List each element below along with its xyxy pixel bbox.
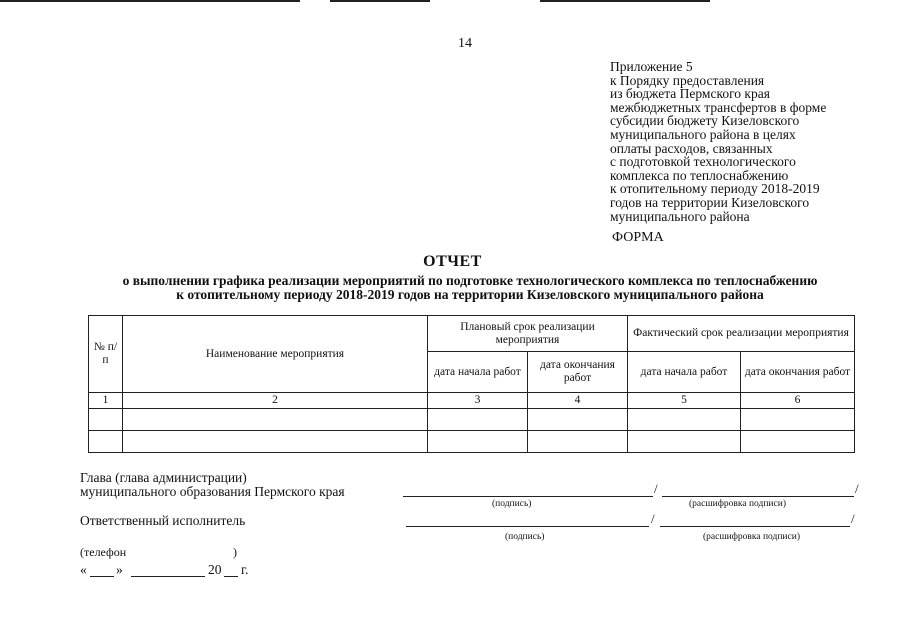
executor-label: Ответственный исполнитель: [80, 513, 246, 528]
subtitle-line-2: к отопительному периоду 2018-2019 годов на территории Кизеловского муниципального района: [176, 287, 764, 302]
empty-cell: [628, 431, 741, 453]
head-signature-line: [403, 496, 653, 497]
header-event-name: Наименование мероприятия: [123, 316, 428, 393]
table-row: [89, 431, 855, 453]
date-close-quote: »: [116, 562, 123, 577]
annex-line: к отопительному периоду 2018-2019: [610, 181, 820, 197]
top-border-line-right: [540, 0, 710, 2]
column-number: 2: [123, 393, 428, 409]
annex-line: к Порядку предоставления: [610, 72, 765, 88]
executor-signature-caption: (подпись): [505, 532, 545, 542]
head-signature-caption: (подпись): [492, 499, 532, 509]
column-number-row: [89, 393, 855, 409]
column-number: 3: [428, 393, 528, 409]
annex-line: из бюджета Пермского края: [610, 86, 770, 102]
page-number: 14: [458, 36, 472, 51]
head-title-line-2: муниципального образования Пермского края: [80, 484, 345, 499]
empty-cell: [741, 409, 855, 431]
column-number: 4: [528, 393, 628, 409]
annex-line: Приложение 5: [610, 59, 693, 74]
empty-cell: [528, 409, 628, 431]
header-plan-end: дата окончания работ: [528, 352, 628, 393]
form-label: ФОРМА: [612, 230, 664, 245]
executor-decoding-caption: (расшифровка подписи): [703, 532, 800, 542]
header-fact-start: дата начала работ: [628, 352, 741, 393]
header-number: № п/п: [89, 316, 123, 393]
annex-line: с подготовкой технологического: [610, 154, 796, 170]
top-border-line-middle: [330, 0, 430, 2]
header-planned-period: Плановый срок реализации мероприятия: [428, 316, 628, 352]
column-number: 6: [741, 393, 855, 409]
column-number: 1: [89, 393, 123, 409]
head-title-line-1: Глава (глава администрации): [80, 470, 247, 485]
empty-cell: [428, 431, 528, 453]
date-year-prefix: 20: [208, 562, 222, 577]
empty-cell: [628, 409, 741, 431]
column-number: 5: [628, 393, 741, 409]
annex-line: муниципального района в целях: [610, 126, 796, 142]
annex-line: муниципального района: [610, 208, 750, 224]
table-row: [89, 409, 855, 431]
phone-label: (телефон: [80, 545, 127, 559]
empty-cell: [123, 431, 428, 453]
header-fact-end: дата окончания работ: [741, 352, 855, 393]
date-day-line: [90, 576, 114, 577]
executor-slash-2: /: [851, 511, 855, 526]
date-suffix: г.: [241, 562, 249, 577]
executor-signature-line: [406, 526, 649, 527]
date-year-line: [224, 576, 238, 577]
annex-line: комплекса по теплоснабжению: [610, 167, 789, 183]
phone-close-paren: ): [233, 545, 237, 559]
report-subtitle: [60, 274, 880, 302]
empty-cell: [528, 431, 628, 453]
head-decoding-caption: (расшифровка подписи): [689, 499, 786, 509]
annex-line: оплаты расходов, связанных: [610, 140, 773, 156]
head-slash-2: /: [855, 481, 859, 496]
empty-cell: [89, 409, 123, 431]
empty-cell: [741, 431, 855, 453]
report-title: ОТЧЕТ: [423, 253, 482, 270]
empty-cell: [428, 409, 528, 431]
annex-line: годов на территории Кизеловского: [610, 194, 810, 210]
date-month-line: [131, 576, 205, 577]
executor-slash-1: /: [651, 511, 655, 526]
head-slash-1: /: [654, 481, 658, 496]
header-plan-start: дата начала работ: [428, 352, 528, 393]
top-border-line-left: [0, 0, 300, 2]
annex-block: [610, 60, 890, 223]
executor-decoding-line: [660, 526, 850, 527]
date-open-quote: «: [80, 562, 87, 577]
empty-cell: [89, 431, 123, 453]
schedule-table: [88, 315, 855, 453]
annex-line: межбюджетных трансфертов в форме: [610, 99, 827, 115]
subtitle-line-1: о выполнении графика реализации мероприятий по подготовке технологического комплекса по теплоснабжению: [122, 273, 818, 288]
header-actual-period: Фактический срок реализации мероприятия: [628, 316, 855, 352]
head-decoding-line: [662, 496, 854, 497]
annex-line: субсидии бюджету Кизеловского: [610, 113, 800, 129]
empty-cell: [123, 409, 428, 431]
